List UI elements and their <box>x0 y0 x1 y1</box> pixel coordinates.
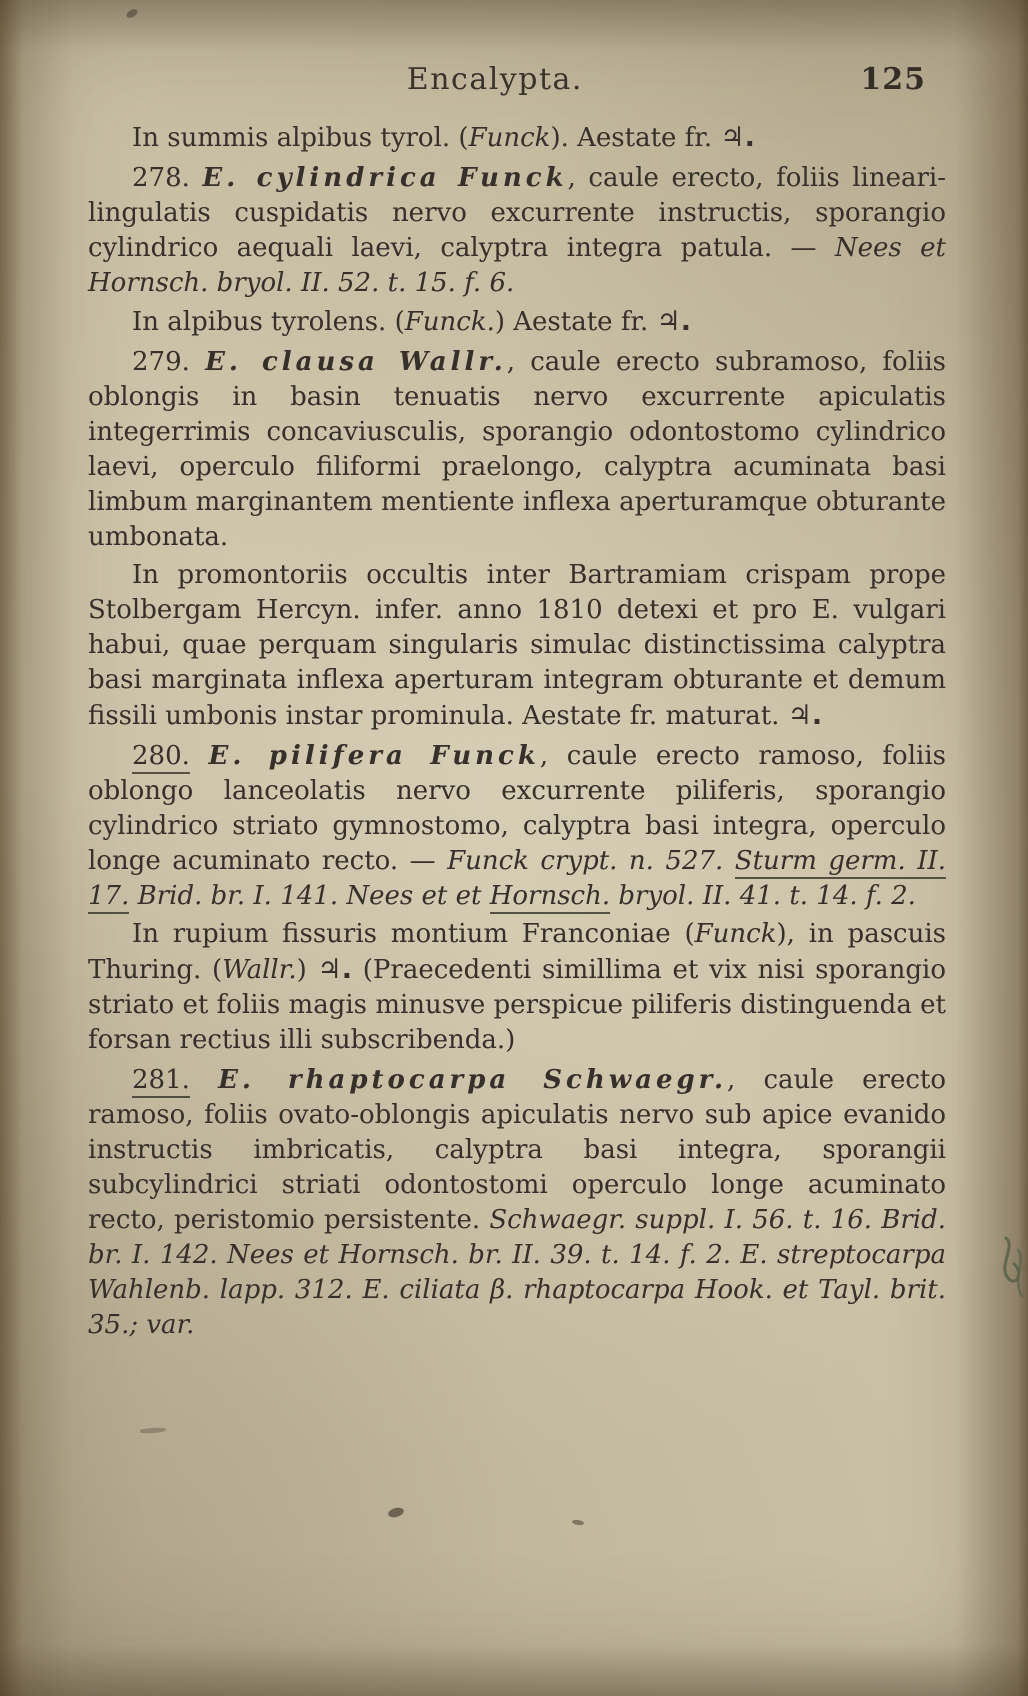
ink-smudge <box>125 7 139 19</box>
entry-278-number: 278. <box>132 163 203 193</box>
entry-279-description: , caule erecto subramoso, foliis oblongis in basin tenuatis nervo excurrente apiculatis integerrimis concaviusculis, sporangio odontostomo cylindrico laevi, operculo filiformi praelongo, calyptra acuminata basi limbum marginantem mentiente inflexa aperturamque obturante umbonata. <box>88 347 946 552</box>
entry-280-reference-hornsch-underlined: Hornsch. <box>490 881 610 914</box>
ink-smudge <box>572 1519 585 1526</box>
ink-smudge <box>387 1506 405 1519</box>
habitat-280-text-2: ), in pascuis Thuring. ( <box>88 919 946 985</box>
habitat-280-remark: (Praecedenti simillima et vix nisi sporangio striato et foliis magis minusve perspicue piliferis distinguenda et forsan rectius illi subscribenda.) <box>88 955 946 1055</box>
entry-279 <box>88 345 946 555</box>
entry-280-reference-brid: Brid. br. I. 141. Nees et et <box>129 881 490 911</box>
perennial-symbol: ♃. <box>720 122 755 153</box>
habitat-278-authority: Funck. <box>404 307 495 337</box>
entry-281-number: 281. <box>132 1065 190 1098</box>
entry-279-number: 279. <box>132 347 206 377</box>
page-number: 125 <box>860 62 926 97</box>
habitat-278-text: In alpibus tyrolens. ( <box>132 307 405 337</box>
handwritten-margin-annotation <box>992 1232 1028 1310</box>
running-title: Encalypta. <box>406 62 583 97</box>
habitat-278-text-2: ) Aestate fr. <box>494 307 657 337</box>
perennial-symbol: ♃. <box>787 700 823 731</box>
entry-281-description: , caule erecto ramoso, foliis ovato-oblongis apiculatis nervo sub apice evanido instructis imbricatis, calyptra basi integra, sporangii subcylindrici striati odontostomi operculo longe acuminato recto, peristomio persistente. <box>88 1065 947 1235</box>
entry-280-reference-funck: Funck crypt. n. 527. <box>447 846 735 876</box>
entry-278-description: , caule erecto, foliis lineari-lingulatis cuspidatis nervo excurrente instructis, sporangio cylindrico aequali laevi, calyptra integra patula. — <box>88 163 946 263</box>
entry-280-reference-sturm-underlined: Sturm germ. II. 17. <box>88 846 946 914</box>
habitat-note-279 <box>88 558 946 734</box>
habitat-280-text: In rupium fissuris montium Franconiae ( <box>132 919 695 949</box>
habitat-intro-authority: Funck <box>468 123 551 153</box>
entry-280-number: 280. <box>132 741 190 774</box>
entry-278 <box>88 161 946 301</box>
entry-280-species-name: E. pilifera Funck <box>208 741 540 771</box>
perennial-symbol: ♃. <box>656 306 692 337</box>
entry-279-species-name: E. clausa Wallr. <box>205 347 507 377</box>
habitat-280-authority-wallr: Wallr. <box>222 955 297 985</box>
entry-280-description: , caule erecto ramoso, foliis oblongo lanceolatis nervo excurrente piliferis, sporangio cylindrico striato gymnostomo, calyptra basi integra, operculo longe acuminato recto. — <box>88 741 947 876</box>
entry-280 <box>88 739 946 914</box>
perennial-symbol: ♃. <box>317 954 352 985</box>
habitat-280-text-3: ) <box>296 955 318 985</box>
habitat-note-intro <box>88 120 946 156</box>
habitat-intro-text-2: ). Aestate fr. <box>550 123 721 153</box>
page-header <box>88 62 944 104</box>
page-body <box>88 120 946 1346</box>
entry-278-species-name: E. cylindrica Funck <box>202 163 568 193</box>
habitat-note-278 <box>88 304 946 340</box>
habitat-intro-text: In summis alpibus tyrol. ( <box>132 123 469 153</box>
habitat-note-280 <box>88 917 946 1058</box>
entry-281-reference: Schwaegr. suppl. I. 56. t. 16. Brid. br. I. 142. Nees et Hornsch. br. II. 39. t. 14. f. 2. E. streptocarpa Wahlenb. lapp. 312. E. ciliata β. rhaptocarpa Hook. et Tayl. brit. 35.; var. <box>88 1205 946 1340</box>
entry-281-species-name: E. rhaptocarpa Schwaegr. <box>218 1065 728 1095</box>
ink-smudge <box>140 1427 166 1434</box>
entry-280-reference-bryol: bryol. II. 41. t. 14. f. 2. <box>610 881 916 911</box>
entry-280-number-separator <box>190 741 209 771</box>
entry-281-number-separator <box>190 1065 218 1095</box>
entry-281 <box>88 1063 946 1343</box>
entry-278-reference: Nees et Hornsch. bryol. II. 52. t. 15. f. 6. <box>88 233 947 298</box>
habitat-280-authority-funck: Funck <box>694 919 777 949</box>
habitat-279-text: In promontoriis occultis inter Bartramiam crispam prope Stolbergam Hercyn. infer. anno 1810 detexi et pro E. vulgari habui, quae perquam singularis simulac distinctissima calyptra basi marginata inflexa aperturam integram obturante et demum fissili umbonis instar prominula. Aestate fr. maturat. <box>88 560 946 731</box>
